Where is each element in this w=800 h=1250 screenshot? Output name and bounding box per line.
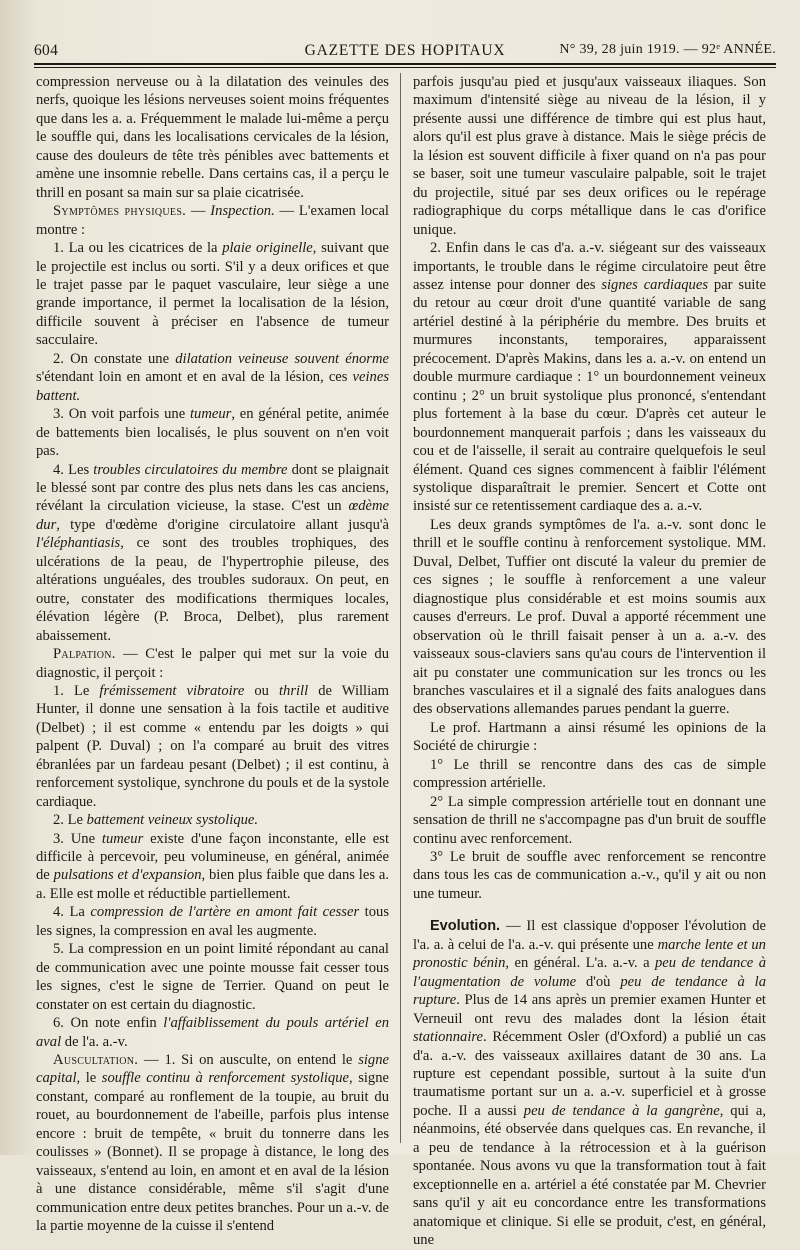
section-heading: Evolution. [430,918,501,935]
list-item: 1. La ou les cicatrices de la plaie originelle, suivant que le projectile est inclus ou sorti. S'il y a deux orifices et que le trajet passe par le paquet vasculaire, leur siège a une grande importance, il permet la localisation de la lésion, difficile souvent à préciser en l'absence de tumeur sacculaire. [36,240,389,349]
paragraph: compression nerveuse ou à la dilatation des veinules des nerfs, quoique les lésions nerveuses soient moins fréquentes que dans les a. a. Fréquemment le malade lui-même a perçu le souffle qui, dans les localisations cervicales de la lésion, cause des douleurs de tête très pénibles avec battements et amène une insomnie rebelle. Dans certains cas, il a perçu le thrill en posant sa main sur sa plaie cicatrisée. [36,74,389,201]
list-item: 3. On voit parfois une tumeur, en général petite, animée de battements bien localisés, le plus souvent on n'en voit pas. [36,406,389,460]
list-item: 1. Le frémissement vibratoire ou thrill de William Hunter, il donne une sensation à la fois tactile et auditive (Delbet) ; il est comme « entendu par les doigts » qui palpent (P. Duval) ; on l'a comparé au bruit des vitres ébranlées par un fardeau pesant (Delbet) ; il est continu, à renforcement systolique, synchrone du pouls et de la systole cardiaque. [36,682,389,810]
palpation-paragraph: Palpation. — C'est le palper qui met sur la voie du diagnostic, il perçoit : [36,646,389,681]
list-item: 6. On note enfin l'affaiblissement du pouls artériel en aval de l'a. a.-v. [36,1015,389,1050]
section-heading: Palpation. [53,646,116,663]
list-item: 2° La simple compression artérielle tout en donnant une sensation de thrill ne s'accompagne pas d'un bruit de souffle continu avec renforcement. [413,793,766,847]
right-column [413,73,766,1249]
auscultation-paragraph: Auscultation. — 1. Si on ausculte, on entend le signe capital, le souffle continu à renforcement systolique, signe constant, comparé au ronflement de la toupie, au bruit du rouet, au bourdonnement de l'abeille, parfois plus intense encore : bruit de tempête, « bruit du tonnerre dans les coulisses » (Bonnet). Il se propage à distance, le long des vaisseaux, s'entend au loin, en amont et en aval de la lésion à une distance considérable, même s'il s'agit d'une communication entre deux petites branches. Pour un a.-v. de la partie moyenne de la cuisse il s'entend [36,1052,390,1235]
page-number: 604 [34,42,59,59]
subsection-heading: Inspection. [210,203,275,220]
section-heading: Symptômes physiques. [53,203,187,220]
paragraph: Le prof. Hartmann a ainsi résumé les opinions de la Société de chirurgie : [413,719,766,755]
list-item: 2. On constate une dilatation veineuse souvent énorme s'étendant loin en amont et en aval de la lésion, ces veines battent. [36,350,389,404]
list-item: 3. Une tumeur existe d'une façon inconstante, elle est difficile à percevoir, peu volumineuse, en général, animée de pulsations et d'expansion, bien plus faible que dans les a. a. Elle est molle et réductible partiellement. [36,830,389,902]
list-item: 3° Le bruit de souffle avec renforcement se rencontre dans tous les cas de communication a.-v., qu'il y ait ou non une tumeur. [413,849,766,902]
evolution-paragraph: Evolution. — Il est classique d'opposer l'évolution de l'a. a. à celui de l'a. a.-v. qui présente une marche lente et un pronostic bénin, en général. L'a. a.-v. a peu de tendance à l'augmentation de volume d'où peu de tendance à la rupture. Plus de 14 ans après un premier examen Hunter et Verneuil ont revu des malades dont la lésion était stationnaire. Récemment Osler (d'Oxford) a publié un cas d'a. a.-v. des vaisseaux axillaires datant de 30 ans. La rupture est cependant possible, surtout à la suite d'un traumatisme portant sur un a. a.-v. superficiel et à grosse poche. Il a aussi peu de tendance à la gangrène, qui a, néanmoins, été observée dans quelques cas. En revanche, il a peu de tendance à la rétrocession et à la guérison spontanée. Nous avons vu que la transformation tout à fait exceptionnelle en a. artériel a été constatée par M. Chevrier sans qu'il y ait eu concordance entre les transformations anatomique et clinique. Si elle se produit, c'est, en général, une [413,918,766,1249]
issue-info: N° 39, 28 juin 1919. — 92ᵉ ANNÉE. [559,42,776,57]
left-column [36,73,390,1235]
list-item: 4. La compression de l'artère en amont fait cesser tous les signes, la compression en aval les augmente. [36,904,390,939]
list-item: 2. Le battement veineux systolique. [53,812,259,829]
journal-title: GAZETTE DES HOPITAUX [304,42,506,59]
list-item: 1° Le thrill se rencontre dans des cas de simple compression artérielle. [413,756,766,792]
header-rule-thick [34,63,776,65]
list-item: 4. Les troubles circulatoires du membre dont se plaignait le blessé sont par contre des plus nets dans les cas anciens, révélant la circulation vicieuse, la stase. C'est un œdème dur, type d'œdème d'origine circulatoire allant jusqu'à l'éléphantiasis, ce sont des troubles trophiques, des ulcérations de la peau, de l'hypertrophie pileuse, des altérations unguéales, des troubles sudoraux. On peut, en outre, constater des modifications thermiques locales, élévation légère (P. Broca, Delbet), plus rarement abaissement. [36,461,389,644]
list-item: 5. La compression en un point limité répondant au canal de communication avec une pointe mousse fait cesser tous les signes, c'est le signe de Terrier. Quand on peut le constater on est certain du diagnostic. [36,941,389,1013]
symptoms-paragraph: Symptômes physiques. — Inspection. — L'examen local montre : [36,203,389,238]
column-divider [400,73,401,1143]
paragraph: parfois jusqu'au pied et jusqu'aux vaisseaux iliaques. Son maximum d'intensité siège au niveau de la lésion, il y présente aussi une différence de timbre qui est plus haut, alors qu'il est plus grave à distance. Mais le siège précis de la lésion est souvent difficile à fixer quand on n'a pas pour se baser, soit une tumeur vasculaire palpable, soit le trajet du projectile, situé par ses deux orifices ou le repérage radiographique du corps métallique dans le cas d'orifice unique. [413,74,766,238]
paragraph: Les deux grands symptômes de l'a. a.-v. sont donc le thrill et le souffle continu à renforcement systolique. MM. Duval, Delbet, Tuffier ont discuté la valeur du premier de ces signes ; le souffle à renforcement a une valeur diagnostique plus considérable et est moins soumis aux causes d'erreurs. Le prof. Duval a apporté récemment une observation où le thrill faisait penser à un a. a.-v. des vaisseaux sous-claviers sans qu'au cours de l'intervention il ait pu constater une communication sur les troncs ou les branches vasculaires et il a signalé des faits analogues dans des observations allemandes parues pendant la guerre. [413,516,766,718]
header-rule-thin [34,67,776,68]
list-item: 2. Enfin dans le cas d'a. a.-v. siégeant sur des vaisseaux importants, le trouble dans le régime circulatoire peut être assez intense pour donner des signes cardiaques par suite du retour au cœur droit d'une quantité variable de sang artériel destiné à la périphérie du membre. Des bruits et murmures inconstants, temporaires, apparaissent précocement. D'après Makins, dans les a. a.-v. on entend un double murmure cardiaque : 1° un bourdonnement veineux continu ; 2° un bruit systolique plus prononcé, s'entendant plus fortement à la base du cœur. D'après cet auteur le bourdonnement manquerait parfois ; dans les vaisseaux du cou et de l'aisselle, il serait au contraire quelquefois le seul élément. Quand ces signes commencent à faiblir l'élément systolique disparaîtrait le premier. Sencert et Cotte ont insisté sur ce retentissement cardiaque des a. a.-v. [413,240,766,515]
section-heading: Auscultation. [53,1052,139,1069]
running-header [34,42,776,64]
